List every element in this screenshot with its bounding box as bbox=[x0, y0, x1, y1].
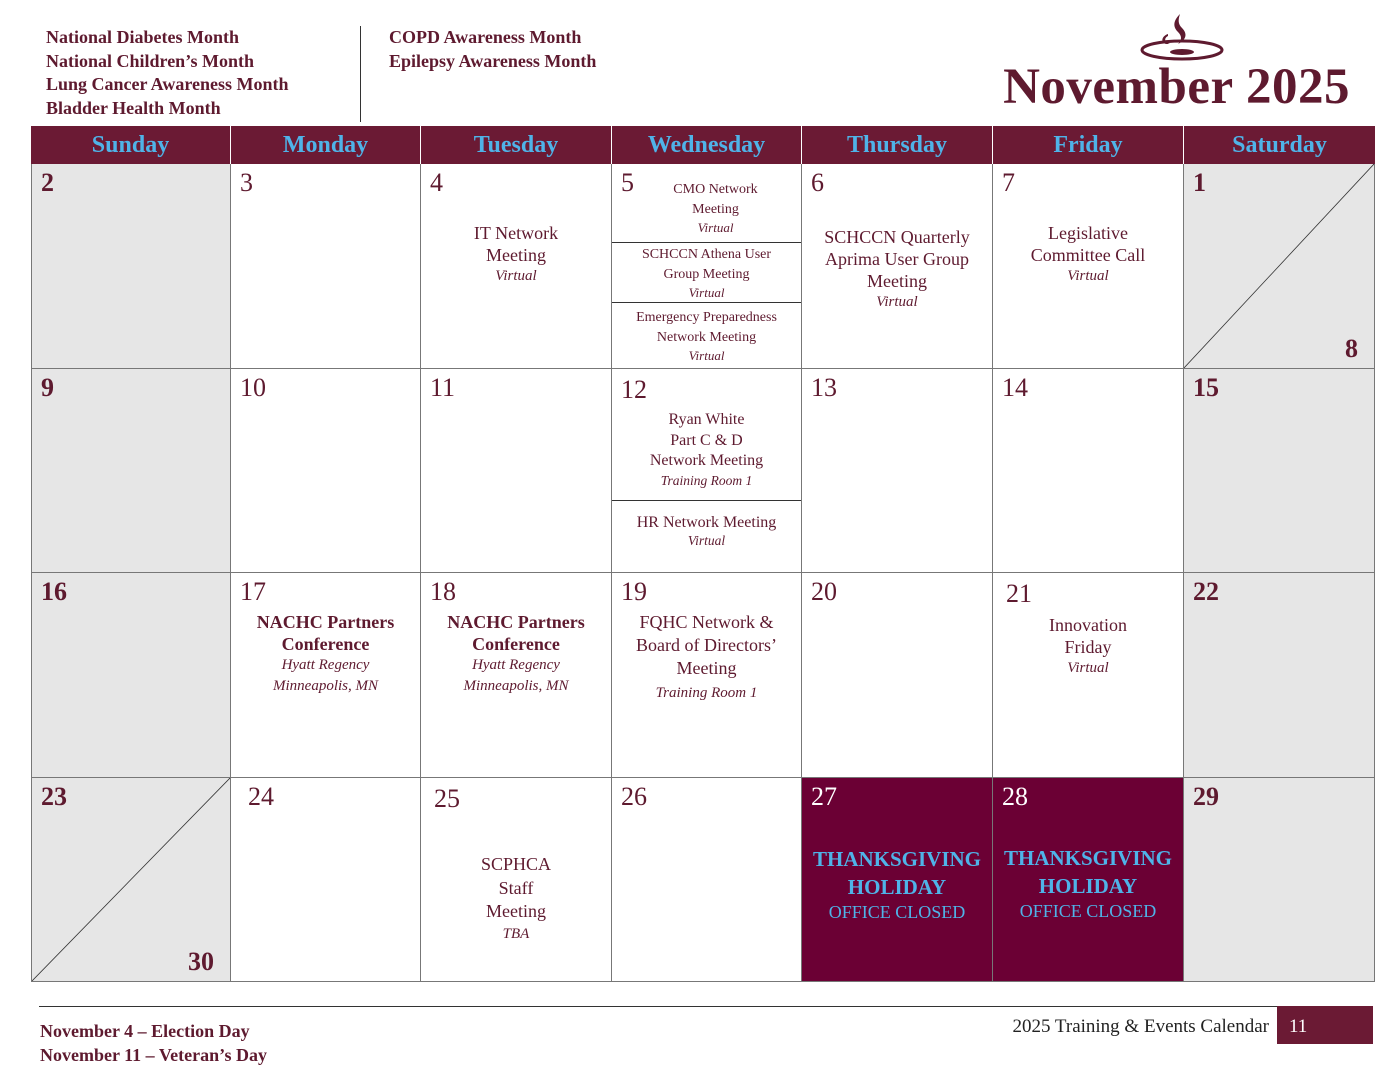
day-number: 17 bbox=[240, 577, 266, 606]
awareness-month: National Diabetes Month bbox=[46, 27, 239, 47]
event-title: NACHC Partners bbox=[447, 612, 585, 632]
calendar-event bbox=[993, 222, 1183, 287]
event-location: TBA bbox=[502, 925, 530, 942]
day-number: 4 bbox=[430, 168, 443, 197]
day-cell bbox=[421, 369, 612, 573]
awareness-months-left bbox=[46, 26, 289, 120]
awareness-months-right bbox=[389, 26, 596, 73]
event-title: Emergency Preparedness bbox=[636, 310, 777, 325]
day-number: 27 bbox=[811, 782, 837, 811]
day-cell bbox=[993, 164, 1184, 369]
day-cell bbox=[231, 369, 421, 573]
day-cell bbox=[612, 164, 802, 369]
calendar-event bbox=[612, 180, 801, 236]
day-cell bbox=[1184, 369, 1375, 573]
day-cell-split bbox=[31, 778, 231, 982]
day-cell bbox=[993, 369, 1184, 573]
event-title: SCHCCN Quarterly bbox=[824, 227, 970, 247]
day-cell bbox=[802, 369, 993, 573]
day-number: 12 bbox=[621, 375, 647, 404]
day-number: 21 bbox=[1006, 579, 1032, 608]
event-title: Network Meeting bbox=[649, 452, 764, 469]
event-title: HR Network Meeting bbox=[636, 514, 777, 531]
day-cell bbox=[421, 778, 612, 982]
calendar-event bbox=[802, 226, 992, 313]
day-cell bbox=[612, 369, 802, 573]
event-title: Legislative bbox=[1048, 223, 1128, 243]
day-number: 22 bbox=[1193, 577, 1219, 606]
day-number: 24 bbox=[248, 782, 274, 811]
event-title: Innovation bbox=[1049, 615, 1127, 635]
day-number: 23 bbox=[41, 782, 67, 811]
event-title: CMO Network bbox=[673, 182, 758, 197]
day-number: 14 bbox=[1002, 373, 1028, 402]
day-number: 6 bbox=[811, 168, 824, 197]
event-divider bbox=[612, 302, 801, 303]
calendar-event bbox=[612, 611, 801, 704]
event-divider bbox=[612, 242, 801, 243]
day-number: 25 bbox=[434, 784, 460, 813]
page-number: 11 bbox=[1277, 1006, 1373, 1044]
event-location: Virtual bbox=[687, 533, 726, 548]
event-title: Conference bbox=[281, 634, 370, 654]
event-title: Conference bbox=[472, 634, 560, 654]
calendar-label: 2025 Training & Events Calendar bbox=[1012, 1016, 1269, 1037]
day-number: 30 bbox=[188, 947, 214, 976]
day-number: 15 bbox=[1193, 373, 1219, 402]
day-number: 9 bbox=[41, 373, 54, 402]
day-cell bbox=[31, 573, 231, 778]
calendar-event bbox=[612, 410, 801, 490]
holiday-banner bbox=[802, 845, 992, 923]
weekday-header: Friday bbox=[993, 126, 1184, 164]
day-cell bbox=[231, 164, 421, 369]
day-cell bbox=[1184, 573, 1375, 778]
calendar-event bbox=[612, 308, 801, 364]
weekday-header: Wednesday bbox=[612, 126, 802, 164]
event-title: Meeting bbox=[692, 202, 739, 217]
awareness-month: Lung Cancer Awareness Month bbox=[46, 74, 289, 94]
calendar-grid bbox=[31, 126, 1375, 982]
event-title: Meeting bbox=[486, 245, 546, 265]
footer-divider bbox=[39, 1006, 1373, 1007]
footer-note: November 11 – Veteran’s Day bbox=[40, 1045, 267, 1065]
event-location: Virtual bbox=[697, 220, 734, 235]
header-divider bbox=[360, 26, 361, 122]
event-title: Board of Directors’ bbox=[636, 635, 777, 655]
event-title: Ryan White bbox=[668, 411, 745, 428]
day-cell bbox=[802, 573, 993, 778]
day-cell bbox=[421, 164, 612, 369]
event-title: Aprima User Group bbox=[825, 249, 969, 269]
awareness-month: Bladder Health Month bbox=[46, 97, 221, 118]
weekday-header: Monday bbox=[231, 126, 421, 164]
day-number: 8 bbox=[1345, 334, 1358, 363]
day-cell bbox=[612, 573, 802, 778]
event-title: Meeting bbox=[486, 901, 546, 921]
day-cell bbox=[1184, 778, 1375, 982]
event-title: Part C & D bbox=[670, 431, 743, 449]
calendar-event bbox=[993, 614, 1183, 679]
calendar-event bbox=[231, 611, 420, 697]
event-location: Minneapolis, MN bbox=[463, 678, 569, 694]
day-cell-split bbox=[1184, 164, 1375, 369]
calendar-event bbox=[421, 611, 611, 697]
calendar-event bbox=[612, 513, 801, 549]
holiday-title: THANKSGIVING bbox=[1003, 846, 1173, 870]
footer-note: November 4 – Election Day bbox=[40, 1021, 250, 1041]
event-title: Group Meeting bbox=[663, 267, 750, 282]
event-title: Network Meeting bbox=[656, 330, 757, 345]
weekday-header: Sunday bbox=[31, 126, 231, 164]
event-location: Training Room 1 bbox=[660, 472, 753, 488]
event-location: Virtual bbox=[1067, 660, 1109, 676]
day-number: 18 bbox=[430, 577, 456, 606]
event-title: Staff bbox=[498, 877, 534, 898]
holiday-title: THANKSGIVING bbox=[812, 847, 982, 871]
day-cell-holiday bbox=[993, 778, 1184, 982]
day-number: 1 bbox=[1193, 168, 1206, 197]
calendar-event bbox=[421, 853, 611, 945]
event-title: IT Network bbox=[473, 223, 559, 243]
calendar-event bbox=[421, 222, 611, 287]
event-location: Virtual bbox=[1067, 268, 1109, 284]
day-number: 3 bbox=[240, 168, 253, 197]
awareness-month: COPD Awareness Month bbox=[389, 27, 582, 47]
event-location: Virtual bbox=[688, 285, 725, 300]
day-number: 5 bbox=[621, 168, 634, 197]
event-title: Committee Call bbox=[1030, 245, 1146, 265]
event-title: Friday bbox=[1064, 637, 1112, 657]
event-title: Meeting bbox=[676, 658, 737, 678]
day-number: 2 bbox=[41, 168, 54, 197]
page-title: November 2025 bbox=[1003, 59, 1350, 115]
day-number: 11 bbox=[430, 373, 456, 402]
day-cell bbox=[421, 573, 612, 778]
event-title: SCPHCA bbox=[480, 854, 552, 874]
day-number: 20 bbox=[811, 577, 837, 606]
office-closed-label: OFFICE CLOSED bbox=[828, 902, 966, 922]
event-title: SCHCCN Athena User bbox=[641, 247, 772, 262]
event-location: Virtual bbox=[688, 348, 725, 363]
day-cell bbox=[993, 573, 1184, 778]
calendar-event bbox=[612, 245, 801, 301]
day-number: 26 bbox=[621, 782, 647, 811]
day-number: 16 bbox=[41, 577, 67, 606]
day-number: 19 bbox=[621, 577, 647, 606]
awareness-month: Epilepsy Awareness Month bbox=[389, 50, 597, 71]
day-cell bbox=[231, 573, 421, 778]
office-closed-label: OFFICE CLOSED bbox=[1019, 901, 1157, 921]
event-title: Meeting bbox=[867, 271, 927, 291]
day-cell bbox=[612, 778, 802, 982]
day-number: 7 bbox=[1002, 168, 1015, 197]
weekday-header: Tuesday bbox=[421, 126, 612, 164]
holiday-title: HOLIDAY bbox=[847, 875, 947, 899]
organization-logo bbox=[1138, 12, 1224, 64]
footer-notes bbox=[40, 1019, 267, 1067]
event-location: Virtual bbox=[876, 294, 918, 310]
event-location: Hyatt Regency bbox=[472, 657, 560, 673]
event-location: Training Room 1 bbox=[655, 685, 758, 701]
weekday-header: Saturday bbox=[1184, 126, 1375, 164]
day-cell bbox=[31, 369, 231, 573]
day-cell bbox=[31, 164, 231, 369]
day-cell-holiday bbox=[802, 778, 993, 982]
holiday-banner bbox=[993, 844, 1183, 922]
day-cell bbox=[802, 164, 993, 369]
event-location: Minneapolis, MN bbox=[273, 678, 378, 694]
event-title: NACHC Partners bbox=[256, 612, 395, 632]
event-location: Virtual bbox=[495, 268, 537, 284]
day-number: 28 bbox=[1002, 782, 1028, 811]
day-number: 13 bbox=[811, 373, 837, 402]
day-cell bbox=[231, 778, 421, 982]
event-title: FQHC Network & bbox=[639, 612, 774, 632]
awareness-month: National Children’s Month bbox=[46, 50, 255, 71]
holiday-title: HOLIDAY bbox=[1038, 874, 1138, 898]
event-divider bbox=[612, 500, 801, 501]
weekday-header: Thursday bbox=[802, 126, 993, 164]
day-number: 29 bbox=[1193, 782, 1219, 811]
day-number: 10 bbox=[240, 373, 266, 402]
event-location: Hyatt Regency bbox=[281, 657, 370, 673]
